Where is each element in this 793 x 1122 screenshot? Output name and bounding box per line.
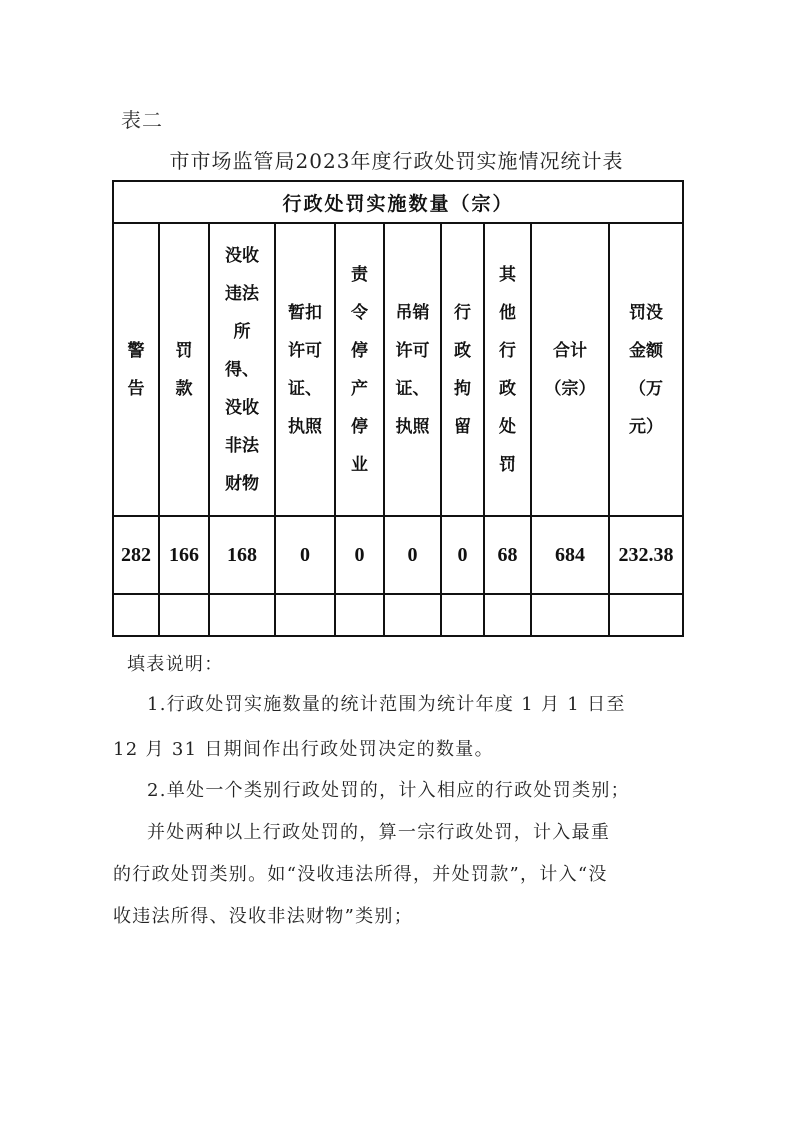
column-header-line: 执照 [395, 416, 430, 437]
column-header-line: 他 [499, 302, 516, 323]
empty-cell [335, 594, 384, 636]
column-header [441, 223, 484, 516]
column-header [609, 223, 683, 516]
column-header-line: 政 [454, 340, 471, 361]
group-header: 行政处罚实施数量（宗） [113, 181, 683, 223]
column-header-line: 罚 [175, 340, 193, 361]
column-header [275, 223, 335, 516]
value-cell: 282 [113, 516, 159, 594]
column-header-line: 证、 [288, 378, 322, 399]
note-line: 收违法所得、没收非法财物”类别； [113, 906, 414, 927]
value-cell: 166 [159, 516, 209, 594]
note-line: 的行政处罚类别。如“没收违法所得，并处罚款”，计入“没 [113, 864, 608, 885]
column-header-line: 金额 [629, 340, 664, 361]
column-header-line: 暂扣 [288, 302, 322, 323]
column-header-line: 非法 [225, 435, 259, 456]
column-header-line: 告 [127, 378, 145, 399]
column-header-line: 合计 [553, 340, 587, 361]
empty-cell [275, 594, 335, 636]
column-header-line: 没收 [225, 245, 259, 266]
statistics-table [112, 180, 684, 637]
column-header-line: 违法 [225, 283, 259, 304]
column-header-line: （宗） [544, 378, 596, 399]
value-cell: 684 [531, 516, 609, 594]
value-cell: 68 [484, 516, 531, 594]
column-header-line: 元） [629, 416, 664, 437]
column-header [335, 223, 384, 516]
note-line: 1.行政处罚实施数量的统计范围为统计年度 1 月 1 日至 [147, 694, 626, 715]
column-header-line: 责 [351, 264, 368, 285]
empty-cell [113, 594, 159, 636]
value-cell: 0 [275, 516, 335, 594]
column-header-line: 产 [351, 378, 368, 399]
value-cell: 0 [384, 516, 441, 594]
column-header-line: 吊销 [395, 302, 430, 323]
column-header-line: 处 [499, 416, 516, 437]
column-header-line: 罚 [499, 454, 516, 475]
column-header-line: 罚没 [629, 302, 664, 323]
empty-cell [609, 594, 683, 636]
column-header-line: 停 [351, 416, 368, 437]
column-header-line: 业 [351, 454, 368, 475]
column-header [159, 223, 209, 516]
empty-cell [384, 594, 441, 636]
column-header [384, 223, 441, 516]
column-header-line: 行 [499, 340, 516, 361]
column-header-line: 执照 [288, 416, 322, 437]
value-cell: 0 [335, 516, 384, 594]
page-title: 市市场监管局2023年度行政处罚实施情况统计表 [169, 149, 624, 173]
note-line: 并处两种以上行政处罚的，算一宗行政处罚，计入最重 [147, 822, 611, 843]
column-header [113, 223, 159, 516]
column-header-line: （万 [629, 378, 664, 399]
empty-cell [484, 594, 531, 636]
column-header-line: 停 [351, 340, 368, 361]
column-header [209, 223, 275, 516]
column-header-line: 行 [454, 302, 471, 323]
empty-cell [209, 594, 275, 636]
column-header-line: 拘 [454, 378, 471, 399]
column-header-line: 留 [454, 416, 471, 437]
column-header-line: 其 [499, 264, 516, 285]
empty-cell [159, 594, 209, 636]
column-header-line: 没收 [225, 397, 259, 418]
column-header [484, 223, 531, 516]
column-header-line: 许可 [395, 340, 430, 361]
column-header-line: 款 [175, 378, 193, 399]
value-cell: 232.38 [609, 516, 683, 594]
column-header-line: 政 [499, 378, 516, 399]
column-header-line: 所 [233, 321, 251, 342]
table-label: 表二 [121, 108, 163, 132]
column-header-line: 证、 [395, 378, 430, 399]
empty-cell [441, 594, 484, 636]
notes-heading: 填表说明： [127, 654, 224, 675]
column-header-line: 令 [351, 302, 368, 323]
column-header [531, 223, 609, 516]
note-line: 2.单处一个类别行政处罚的，计入相应的行政处罚类别； [147, 780, 630, 801]
empty-cell [531, 594, 609, 636]
column-header-line: 警 [127, 340, 145, 361]
note-line: 12 月 31 日期间作出行政处罚决定的数量。 [113, 739, 494, 760]
value-cell: 0 [441, 516, 484, 594]
column-header-line: 得、 [225, 359, 259, 380]
column-header-line: 许可 [288, 340, 322, 361]
value-cell: 168 [209, 516, 275, 594]
column-header-line: 财物 [225, 473, 259, 494]
